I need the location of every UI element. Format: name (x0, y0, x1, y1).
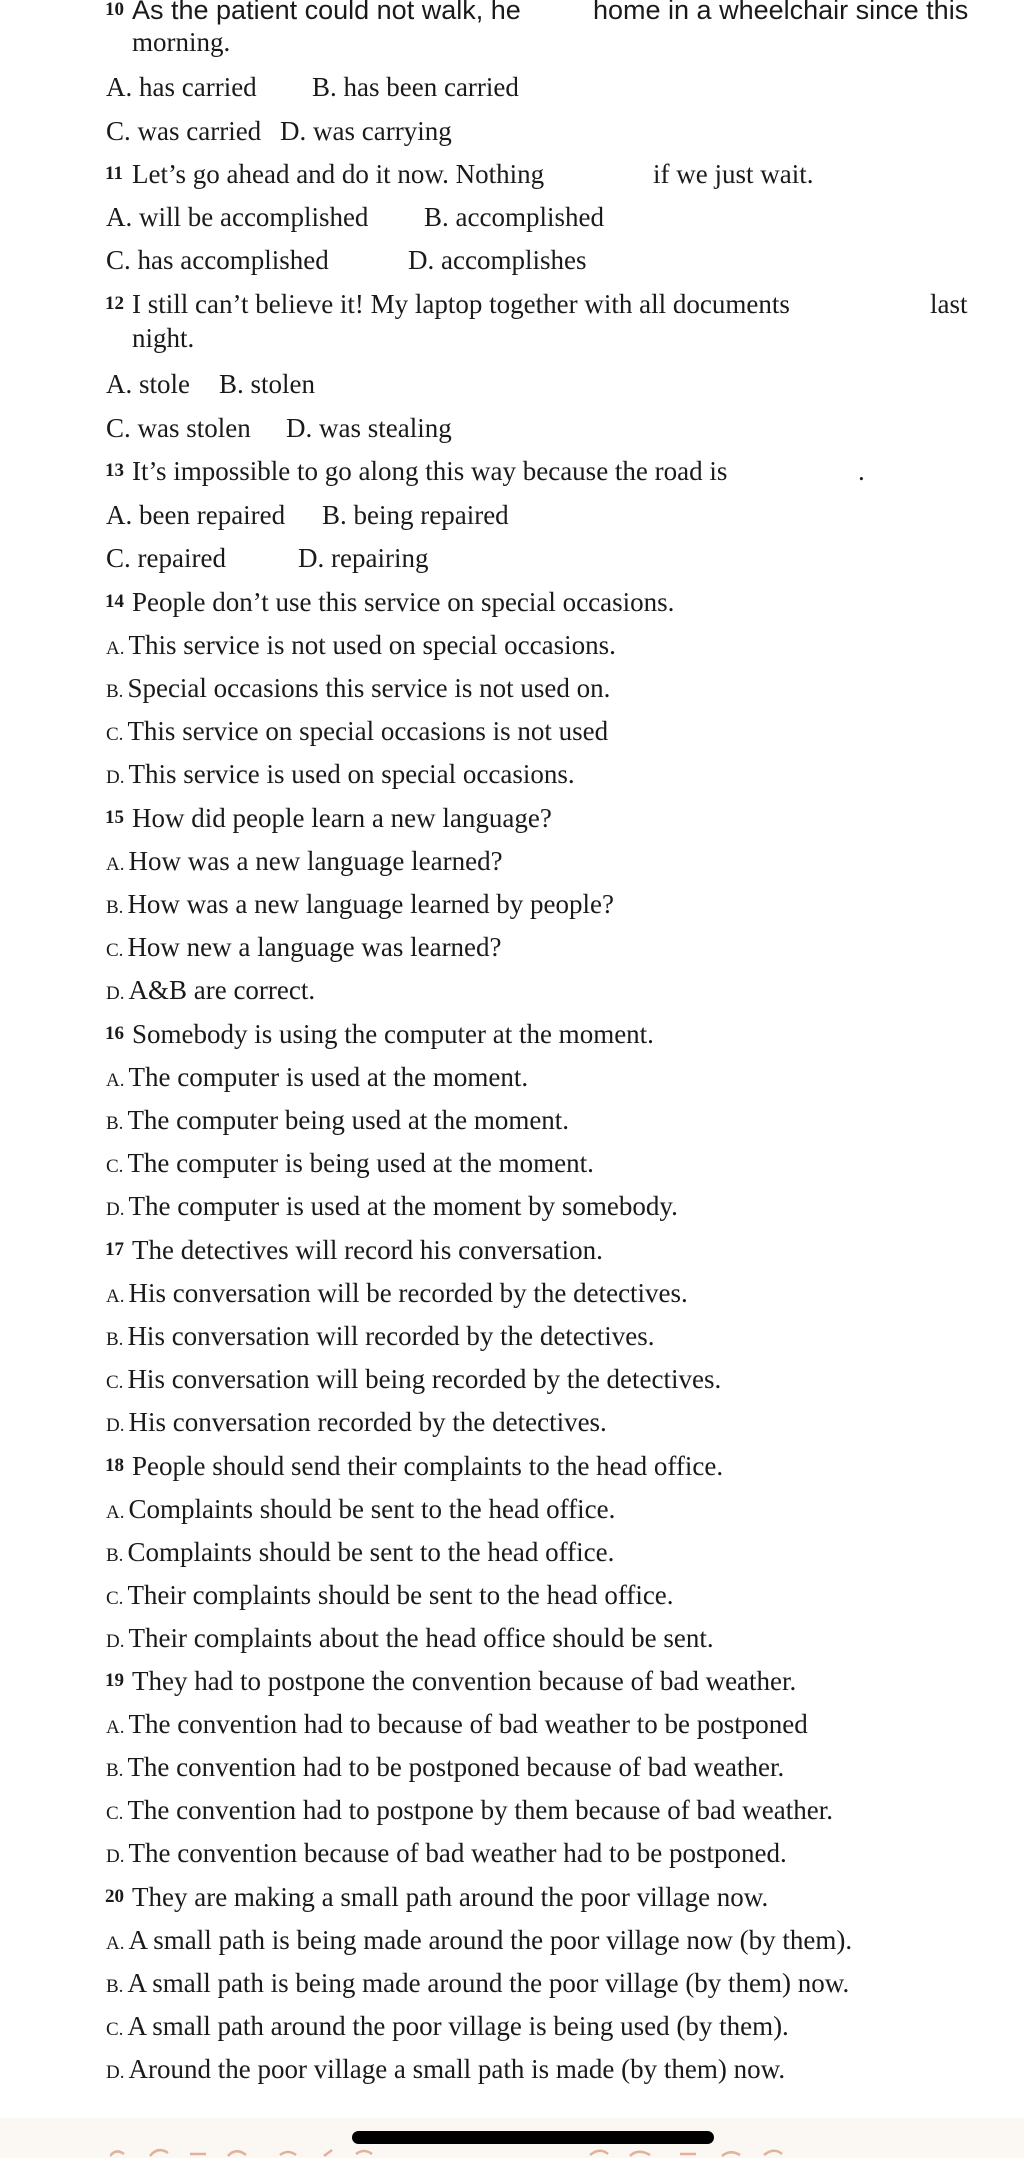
option-text: The computer is being used at the moment. (127, 1148, 594, 1178)
option-letter: A. (106, 1286, 125, 1307)
question-stem: People should send their complaints to the head office. (132, 1451, 724, 1481)
option-letter: B. (106, 1760, 124, 1781)
question-stem-continuation: last (930, 289, 968, 319)
option-a: A. has carried (106, 72, 257, 102)
option-text: The convention had to postpone by them because of bad weather. (127, 1795, 833, 1825)
option-d (106, 1406, 607, 1442)
option-letter: C. (106, 1588, 124, 1609)
option-letter: B. (106, 1976, 124, 1997)
option-text: The convention had to because of bad weather to be postponed (128, 1709, 808, 1739)
question-stem: Somebody is using the computer at the moment. (132, 1019, 654, 1049)
option-d: D. was carrying (280, 116, 452, 146)
option-b (106, 888, 614, 924)
option-text: His conversation will recorded by the detectives. (127, 1321, 655, 1351)
option-d: D. repairing (298, 543, 429, 573)
question-stem: I still can’t believe it! My laptop together with all documents (132, 289, 790, 319)
option-letter: D. (106, 767, 125, 788)
question-stem: Let’s go ahead and do it now. Nothing (132, 159, 545, 189)
option-d (106, 1837, 787, 1873)
option-b: B. stolen (219, 369, 316, 399)
option-a (106, 1493, 615, 1529)
question-stem-continuation: . (858, 456, 865, 486)
option-d: D. accomplishes (408, 245, 587, 275)
option-letter: D. (106, 1199, 125, 1220)
option-a (106, 1277, 688, 1313)
question-number: 17 (105, 1239, 124, 1260)
question-stem: The detectives will record his conversation. (132, 1235, 603, 1265)
question-stem-continuation: if we just wait. (653, 159, 814, 189)
option-letter: B. (106, 681, 124, 702)
option-text: Their complaints about the head office should be sent. (128, 1623, 714, 1653)
option-c: C. was stolen (106, 413, 251, 443)
option-b: B. accomplished (424, 202, 604, 232)
option-b (106, 672, 610, 708)
option-d: D. was stealing (286, 413, 452, 443)
option-text: His conversation will be recorded by the detectives. (128, 1278, 688, 1308)
option-text: Special occasions this service is not used on. (127, 673, 611, 703)
option-c (106, 1147, 594, 1183)
option-letter: A. (106, 638, 125, 659)
home-indicator[interactable] (352, 2131, 714, 2144)
option-c: C. has accomplished (106, 245, 329, 275)
option-text: The computer is used at the moment. (128, 1062, 529, 1092)
option-text: His conversation will being recorded by the detectives. (127, 1364, 722, 1394)
option-letter: A. (106, 854, 125, 875)
option-letter: B. (106, 1113, 124, 1134)
question-stem: They are making a small path around the poor village now. (132, 1882, 769, 1912)
question-number: 11 (105, 163, 123, 184)
question-stem: How did people learn a new language? (132, 803, 552, 833)
question-stem: As the patient could not walk, he (132, 0, 521, 25)
option-c (106, 931, 502, 967)
option-text: A&B are correct. (128, 975, 316, 1005)
option-text: Complaints should be sent to the head office. (127, 1537, 615, 1567)
option-letter: A. (106, 1502, 125, 1523)
option-text: How was a new language learned? (128, 846, 503, 876)
option-letter: B. (106, 897, 124, 918)
question-stem: They had to postpone the convention because of bad weather. (132, 1666, 797, 1696)
question-stem: It’s impossible to go along this way because the road is (132, 456, 728, 486)
option-a (106, 629, 616, 665)
option-letter: D. (106, 1415, 125, 1436)
option-c (106, 1794, 833, 1830)
option-text: How was a new language learned by people? (127, 889, 614, 919)
option-text: This service on special occasions is not used (127, 716, 609, 746)
option-letter: A. (106, 1070, 125, 1091)
option-a: A. will be accomplished (106, 202, 369, 232)
option-text: His conversation recorded by the detectives. (128, 1407, 607, 1437)
option-c (106, 1363, 721, 1399)
question-stem-wrap: night. (132, 323, 195, 353)
option-a: A. stole (106, 369, 190, 399)
option-text: The convention had to be postponed because of bad weather. (127, 1752, 785, 1782)
option-letter: B. (106, 1329, 124, 1350)
option-letter: C. (106, 724, 124, 745)
question-number: 14 (105, 591, 124, 612)
option-d (106, 1190, 678, 1226)
question-number: 12 (105, 293, 124, 314)
question-number: 13 (105, 460, 124, 481)
option-letter: D. (106, 2062, 125, 2083)
option-text: A small path is being made around the poor village (by them) now. (127, 1968, 850, 1998)
option-text: Their complaints should be sent to the head office. (127, 1580, 674, 1610)
option-c (106, 2010, 789, 2046)
option-a (106, 1924, 852, 1960)
option-a (106, 1061, 528, 1097)
option-c: C. was carried (106, 116, 262, 146)
option-text: This service is used on special occasions. (128, 759, 575, 789)
option-b (106, 1320, 655, 1356)
option-b (106, 1104, 569, 1140)
option-c (106, 1579, 674, 1615)
question-number: 20 (105, 1886, 124, 1907)
option-text: A small path around the poor village is being used (by them). (127, 2011, 789, 2041)
option-text: The computer being used at the moment. (127, 1105, 570, 1135)
option-a (106, 845, 503, 881)
option-text: Complaints should be sent to the head office. (128, 1494, 616, 1524)
option-d (106, 758, 575, 794)
option-b (106, 1751, 784, 1787)
option-letter: C. (106, 2019, 124, 2040)
option-d (106, 974, 315, 1010)
question-number: 10 (105, 0, 124, 20)
question-stem-continuation: home in a wheelchair since this (593, 0, 969, 25)
question-number: 15 (105, 807, 124, 828)
option-letter: C. (106, 1372, 124, 1393)
question-number: 18 (105, 1455, 124, 1476)
option-c: C. repaired (106, 543, 226, 573)
question-number: 19 (105, 1670, 124, 1691)
option-text: How new a language was learned? (127, 932, 502, 962)
question-stem-wrap: morning. (132, 27, 231, 57)
option-letter: B. (106, 1545, 124, 1566)
option-c (106, 715, 608, 751)
option-d (106, 1622, 714, 1658)
option-a (106, 1708, 808, 1744)
option-letter: C. (106, 1156, 124, 1177)
question-stem: People don’t use this service on special occasions. (132, 587, 675, 617)
option-letter: A. (106, 1717, 125, 1738)
option-letter: A. (106, 1933, 125, 1954)
option-text: The convention because of bad weather had to be postponed. (128, 1838, 787, 1868)
option-letter: D. (106, 983, 125, 1004)
option-letter: D. (106, 1631, 125, 1652)
question-number: 16 (105, 1023, 124, 1044)
option-b (106, 1536, 614, 1572)
option-d (106, 2053, 785, 2089)
cut-off-text-fragments (110, 2144, 930, 2158)
option-letter: D. (106, 1846, 125, 1867)
option-text: The computer is used at the moment by somebody. (128, 1191, 678, 1221)
option-b (106, 1967, 849, 2003)
option-a: A. been repaired (106, 500, 286, 530)
option-letter: C. (106, 940, 124, 961)
option-b: B. being repaired (322, 500, 509, 530)
option-text: Around the poor village a small path is made (by them) now. (128, 2054, 786, 2084)
option-text: A small path is being made around the poor village now (by them). (128, 1925, 853, 1955)
option-text: This service is not used on special occasions. (128, 630, 616, 660)
option-letter: C. (106, 1803, 124, 1824)
option-b: B. has been carried (312, 72, 519, 102)
